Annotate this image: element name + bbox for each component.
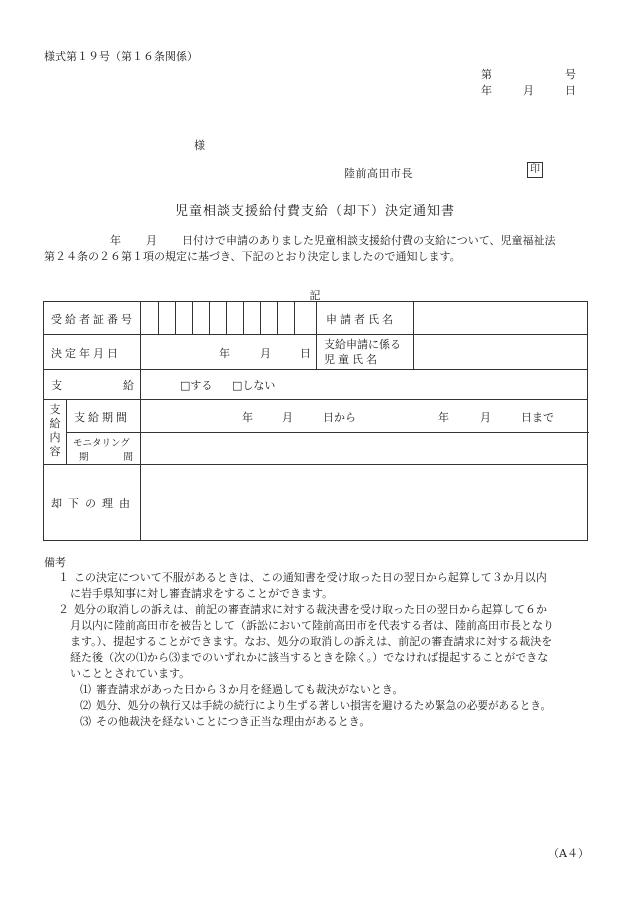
payment-content-label — [49, 403, 61, 459]
remark-1-line-2: に岩手県知事に対し審査請求をすることができます。 — [70, 587, 334, 600]
subitem-number-2: ⑵ — [80, 699, 91, 712]
monitoring-label-line-2 — [73, 449, 135, 463]
content-char-3: 内 — [49, 431, 61, 444]
period-end-year: 年 — [438, 411, 449, 424]
remark-subitem-3 — [80, 714, 590, 730]
period-end-month: 月 — [480, 411, 491, 424]
remark-2-line-2: 月以内に陸前高田市を被告として（訴訟において陸前高田市を代表する者は、陸前高田市長となり — [70, 619, 554, 632]
remarks-title: 備考 — [44, 556, 66, 569]
monitoring-char-2: 間 — [123, 452, 133, 463]
remark-2-line-5: いこととされています。 — [70, 667, 191, 680]
monitoring-label-line-1: モニタリング — [73, 438, 130, 449]
decision-year: 年 — [219, 347, 230, 360]
recipient-suffix: 様 — [194, 139, 205, 152]
applicant-name-field[interactable] — [414, 303, 588, 333]
subitem-text-1: 審査請求があった日から３か月を経過しても裁決がないとき。 — [96, 683, 404, 696]
child-name-label-line-2: 児童氏名 — [324, 353, 380, 366]
subitem-text-2: 処分、処分の執行又は手続の続行により生ずる著しい損害を避けるため緊急の必要があるとき。 — [96, 700, 552, 712]
reject-reason-field[interactable] — [141, 465, 588, 541]
paper-size-label: （A４） — [548, 847, 589, 860]
content-char-2: 給 — [49, 417, 61, 430]
period-start-month: 月 — [282, 411, 293, 424]
ki-heading: 記 — [309, 289, 321, 302]
subitem-text-3: その他裁決を経ないことにつき正当な理由があるとき。 — [96, 715, 371, 728]
paragraph-line-1-text: 日付けで申請のありました児童相談支援給付費の支給について、児童福祉法 — [182, 234, 556, 247]
issue-month: 月 — [523, 84, 534, 97]
number-prefix: 第 — [481, 68, 492, 81]
subitem-number-3: ⑶ — [80, 715, 91, 728]
remark-2-line-4: 経た後（次の⑴から⑶までのいずれかに該当するときを除く。）でなければ提起することができな — [70, 651, 549, 664]
remark-2-line-3: ます。）、提起することができます。なお、処分の取消しの訴えは、前記の審査請求に対する裁決を — [70, 635, 553, 648]
remark-number-1: １ — [58, 571, 69, 584]
decision-table — [43, 301, 588, 541]
content-char-4: 容 — [49, 445, 61, 458]
monitoring-char-1: 期 — [79, 452, 89, 463]
reject-reason-label: 却下の理由 — [51, 497, 136, 510]
paragraph-line-1 — [44, 233, 589, 249]
remark-subitem-2 — [80, 698, 590, 714]
option-no-checkbox[interactable]: □しない — [232, 379, 276, 392]
document-title: 児童相談支援給付費支給（却下）決定通知書 — [174, 204, 455, 219]
period-start-day: 日から — [323, 411, 356, 424]
decision-day: 日 — [300, 347, 311, 360]
remark-1-line-1: この決定について不服があるときは、この通知書を受け取った日の翌日から起算して３か月以内 — [74, 571, 547, 584]
applicant-name-label: 申請者氏名 — [326, 313, 396, 326]
application-month: 月 — [146, 234, 157, 247]
remark-number-2: ２ — [58, 603, 69, 616]
subitem-number-1: ⑴ — [80, 683, 91, 696]
issue-year: 年 — [481, 84, 492, 97]
form-number: 様式第１９号（第１６条関係） — [44, 50, 198, 63]
application-year: 年 — [110, 234, 121, 247]
payment-period-label: 支給期間 — [74, 411, 130, 424]
seal-stamp: 印 — [527, 162, 543, 178]
period-end-day: 日まで — [521, 411, 554, 424]
payment-label-a: 支 — [51, 379, 62, 392]
number-suffix: 号 — [565, 68, 576, 81]
paragraph-line-2: 第２４条の２６第１項の規定に基づき、下記のとおり決定しましたので通知します。 — [44, 250, 461, 263]
remark-subitem-1 — [80, 682, 590, 698]
child-name-label-line-1: 支給申請に係る — [324, 338, 401, 351]
decision-month: 月 — [260, 347, 271, 360]
period-start-year: 年 — [242, 411, 253, 424]
option-yes-checkbox[interactable]: □する — [180, 379, 213, 392]
decision-date-label: 決定年月日 — [51, 347, 121, 360]
notice-paragraph — [44, 233, 589, 265]
issue-day: 日 — [565, 84, 576, 97]
content-char-1: 支 — [49, 403, 61, 416]
remark-item-2 — [58, 602, 588, 682]
issuer-name: 陸前高田市長 — [344, 167, 413, 180]
remark-item-1 — [58, 570, 588, 602]
recipient-cert-number-label: 受給者証番号 — [51, 313, 135, 326]
payment-label-b: 給 — [123, 379, 134, 392]
remark-2-line-1: 処分の取消しの訴えは、前記の審査請求に対する裁決書を受け取った日の翌日から起算して６か — [74, 603, 547, 616]
